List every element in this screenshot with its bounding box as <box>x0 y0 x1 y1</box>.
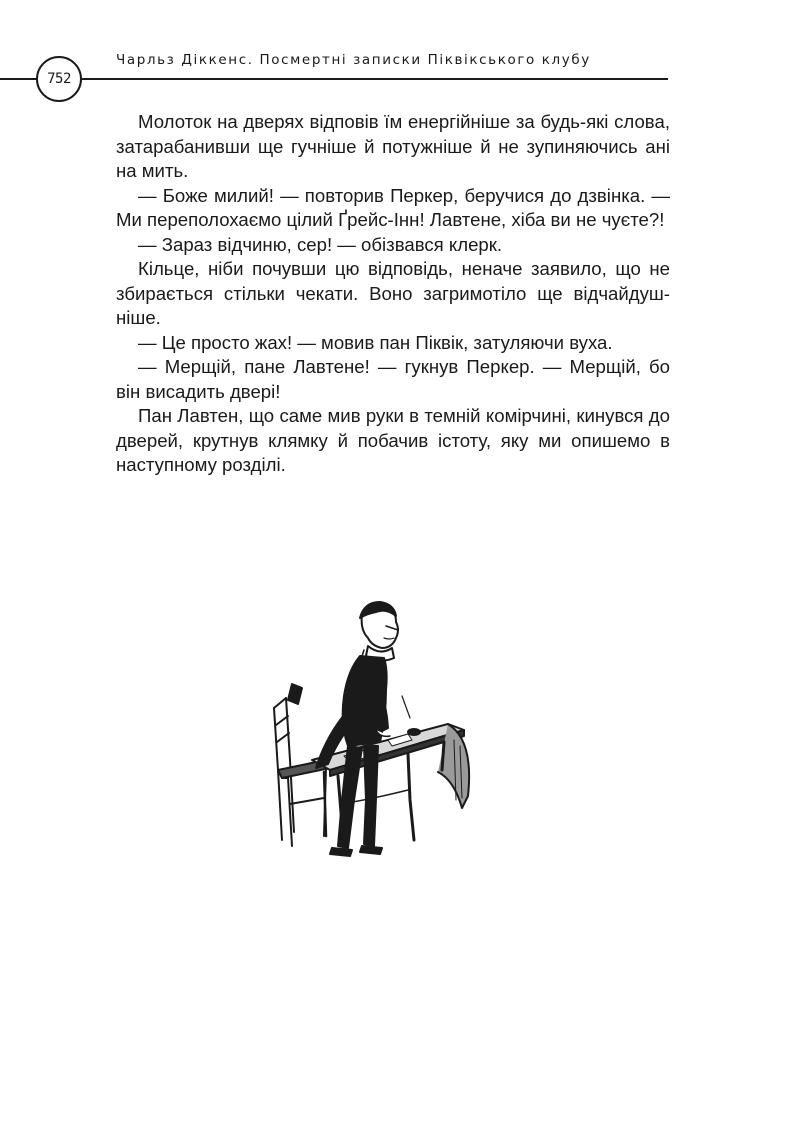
table-drawing <box>312 696 469 850</box>
page-number: 752 <box>47 71 71 87</box>
paragraph: — Мерщій, пане Лавтене! — гукнув Перкер. — Мерщій, бо він висадить двері! <box>116 356 670 402</box>
header-rule <box>0 78 668 80</box>
body-text <box>116 110 670 478</box>
paragraph: — Боже милий! — повторив Перкер, беручися до дзвінка. — Ми переполохаємо цілий Ґрейс-Інн! Лавтене, хіба ви не чуєте?! <box>116 184 670 230</box>
paragraph: — Це просто жах! — мовив пан Піквік, затуляючи вуха. <box>138 331 613 353</box>
paragraph: Молоток на дверях відповів їм енергійніше за будь-які слова, затарабанивши ще гучніше й потужніше й не зупиняючись ані на мить. <box>116 111 670 181</box>
paragraph: Кільце, ніби почувши цю відповідь, неначе заявило, що не збирається стільки чекати. Воно загримотіло ще відчайдушніше. <box>116 258 670 328</box>
paragraph: Пан Лавтен, що саме мив руки в темній комірчині, кинувся до дверей, крутнув клямку й побачив істоту, яку ми опишемо в наступному розділі. <box>116 405 670 475</box>
page-number-badge <box>36 56 82 102</box>
running-head: Чарльз Діккенс. Посмертні записки Піквікського клубу <box>116 52 591 68</box>
engraving-illustration <box>268 600 500 865</box>
man-drawing <box>316 602 398 856</box>
paragraph: — Зараз відчиню, сер! — обізвався клерк. <box>138 233 503 255</box>
